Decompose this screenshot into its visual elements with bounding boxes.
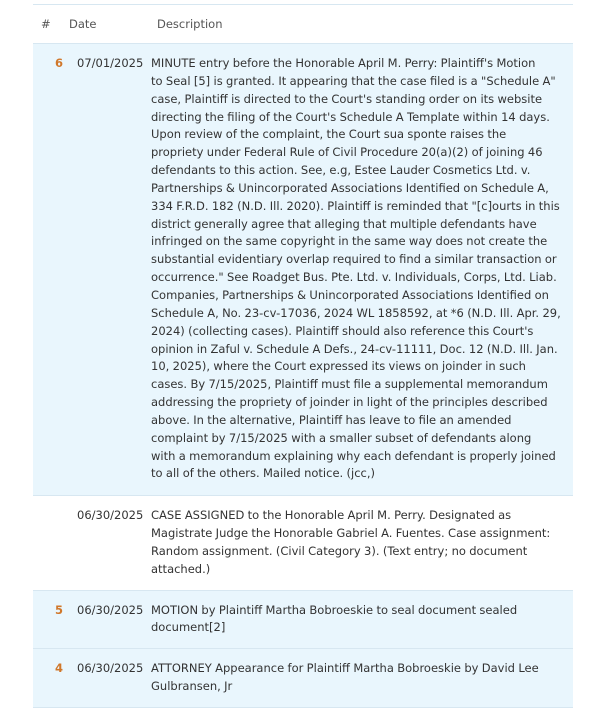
desc-line: complaint by 7/15/2025 with a smaller subset of defendants along xyxy=(151,430,532,445)
desc-line: Partnerships & Unincorporated Associations Identified on Schedule A, xyxy=(151,180,549,195)
desc-line: directing the filing of the Court's Schedule A Template within 14 days. xyxy=(151,109,550,124)
desc-line: substantial evidentiary overlap required to find a similar transaction or xyxy=(151,252,557,267)
desc-line: cases. By 7/15/2025, Plaintiff must file a supplemental memorandum xyxy=(151,377,548,392)
desc-line: Upon review of the complaint, the Court sua sponte raises the xyxy=(151,127,507,142)
desc-line: 10, 2025), where the Court expressed its views on joinder in such xyxy=(151,359,526,374)
entry-number-link[interactable]: 5 xyxy=(54,602,63,617)
desc-line: 2024) (collecting cases). Plaintiff should also reference this Court's xyxy=(151,323,534,338)
desc-line: case, Plaintiff is directed to the Court's standing order on its website xyxy=(151,91,543,106)
desc-line: infringed on the same copyright in the same way does not create the xyxy=(151,234,548,249)
desc-line: MINUTE entry before the Honorable April M. Perry: Plaintiff's Motion xyxy=(151,56,536,70)
desc-line: Companies, Partnerships & Unincorporated Associations Identified on xyxy=(151,287,549,302)
entry-description xyxy=(151,44,567,495)
desc-line: defendants to this action. See, e.g, Estee Lauder Cosmetics Ltd. v. xyxy=(151,163,531,178)
docket-entry xyxy=(33,496,573,590)
docket-table xyxy=(33,4,573,708)
column-header-number: # xyxy=(41,17,51,31)
desc-line: with a memorandum explaining why each defendant is properly joined xyxy=(151,448,556,463)
desc-line: attached.) xyxy=(151,561,211,576)
desc-line: MOTION by Plaintiff Martha Bobroeskie to seal document sealed xyxy=(151,602,518,617)
docket-entry xyxy=(33,44,573,496)
entry-description xyxy=(151,649,567,707)
desc-line: to all of the others. Mailed notice. (jcc,) xyxy=(151,466,375,481)
desc-line: 334 F.R.D. 182 (N.D. Ill. 2020). Plaintiff is reminded that "[c]ourts in this xyxy=(151,198,560,213)
desc-line: Random assignment. (Civil Category 3). (Text entry; no document xyxy=(151,543,528,558)
docket-header xyxy=(33,5,573,44)
desc-line: addressing the propriety of joinder in light of the principles described xyxy=(151,395,548,410)
entry-date: 06/30/2025 xyxy=(77,661,144,676)
column-header-date: Date xyxy=(69,17,97,31)
desc-line: district generally agree that alleging that multiple defendants have xyxy=(151,216,537,231)
entry-date: 07/01/2025 xyxy=(77,56,144,70)
entry-description xyxy=(151,496,567,589)
entry-number-link[interactable]: 6 xyxy=(54,56,63,70)
desc-line: Gulbransen, Jr xyxy=(151,679,233,694)
docket-entry xyxy=(33,591,573,650)
docket-entry xyxy=(33,649,573,708)
entry-date: 06/30/2025 xyxy=(77,602,144,617)
desc-line: to Seal [5] is granted. It appearing that the case filed is a "Schedule A" xyxy=(151,73,556,88)
desc-line: propriety under Federal Rule of Civil Procedure 20(a)(2) of joining 46 xyxy=(151,145,543,160)
column-header-description: Description xyxy=(157,17,223,31)
entry-date: 06/30/2025 xyxy=(77,508,144,523)
entry-number-link[interactable]: 4 xyxy=(54,661,63,676)
desc-line: above. In the alternative, Plaintiff has leave to file an amended xyxy=(151,412,512,427)
desc-line: Magistrate Judge the Honorable Gabriel A. Fuentes. Case assignment: xyxy=(151,526,551,541)
desc-line: CASE ASSIGNED to the Honorable April M. Perry. Designated as xyxy=(151,508,512,523)
entry-description xyxy=(151,591,567,649)
desc-line: Schedule A, No. 23-cv-17036, 2024 WL 1858592, at *6 (N.D. Ill. Apr. 29, xyxy=(151,305,561,320)
desc-line: occurrence." See Roadget Bus. Pte. Ltd. v. Individuals, Corps, Ltd. Liab. xyxy=(151,270,557,285)
desc-line: ATTORNEY Appearance for Plaintiff Martha Bobroeskie by David Lee xyxy=(151,661,539,676)
desc-line: document[2] xyxy=(151,620,226,635)
desc-line: opinion in Zaful v. Schedule A Defs., 24-cv-11111, Doc. 12 (N.D. Ill. Jan. xyxy=(151,341,558,356)
